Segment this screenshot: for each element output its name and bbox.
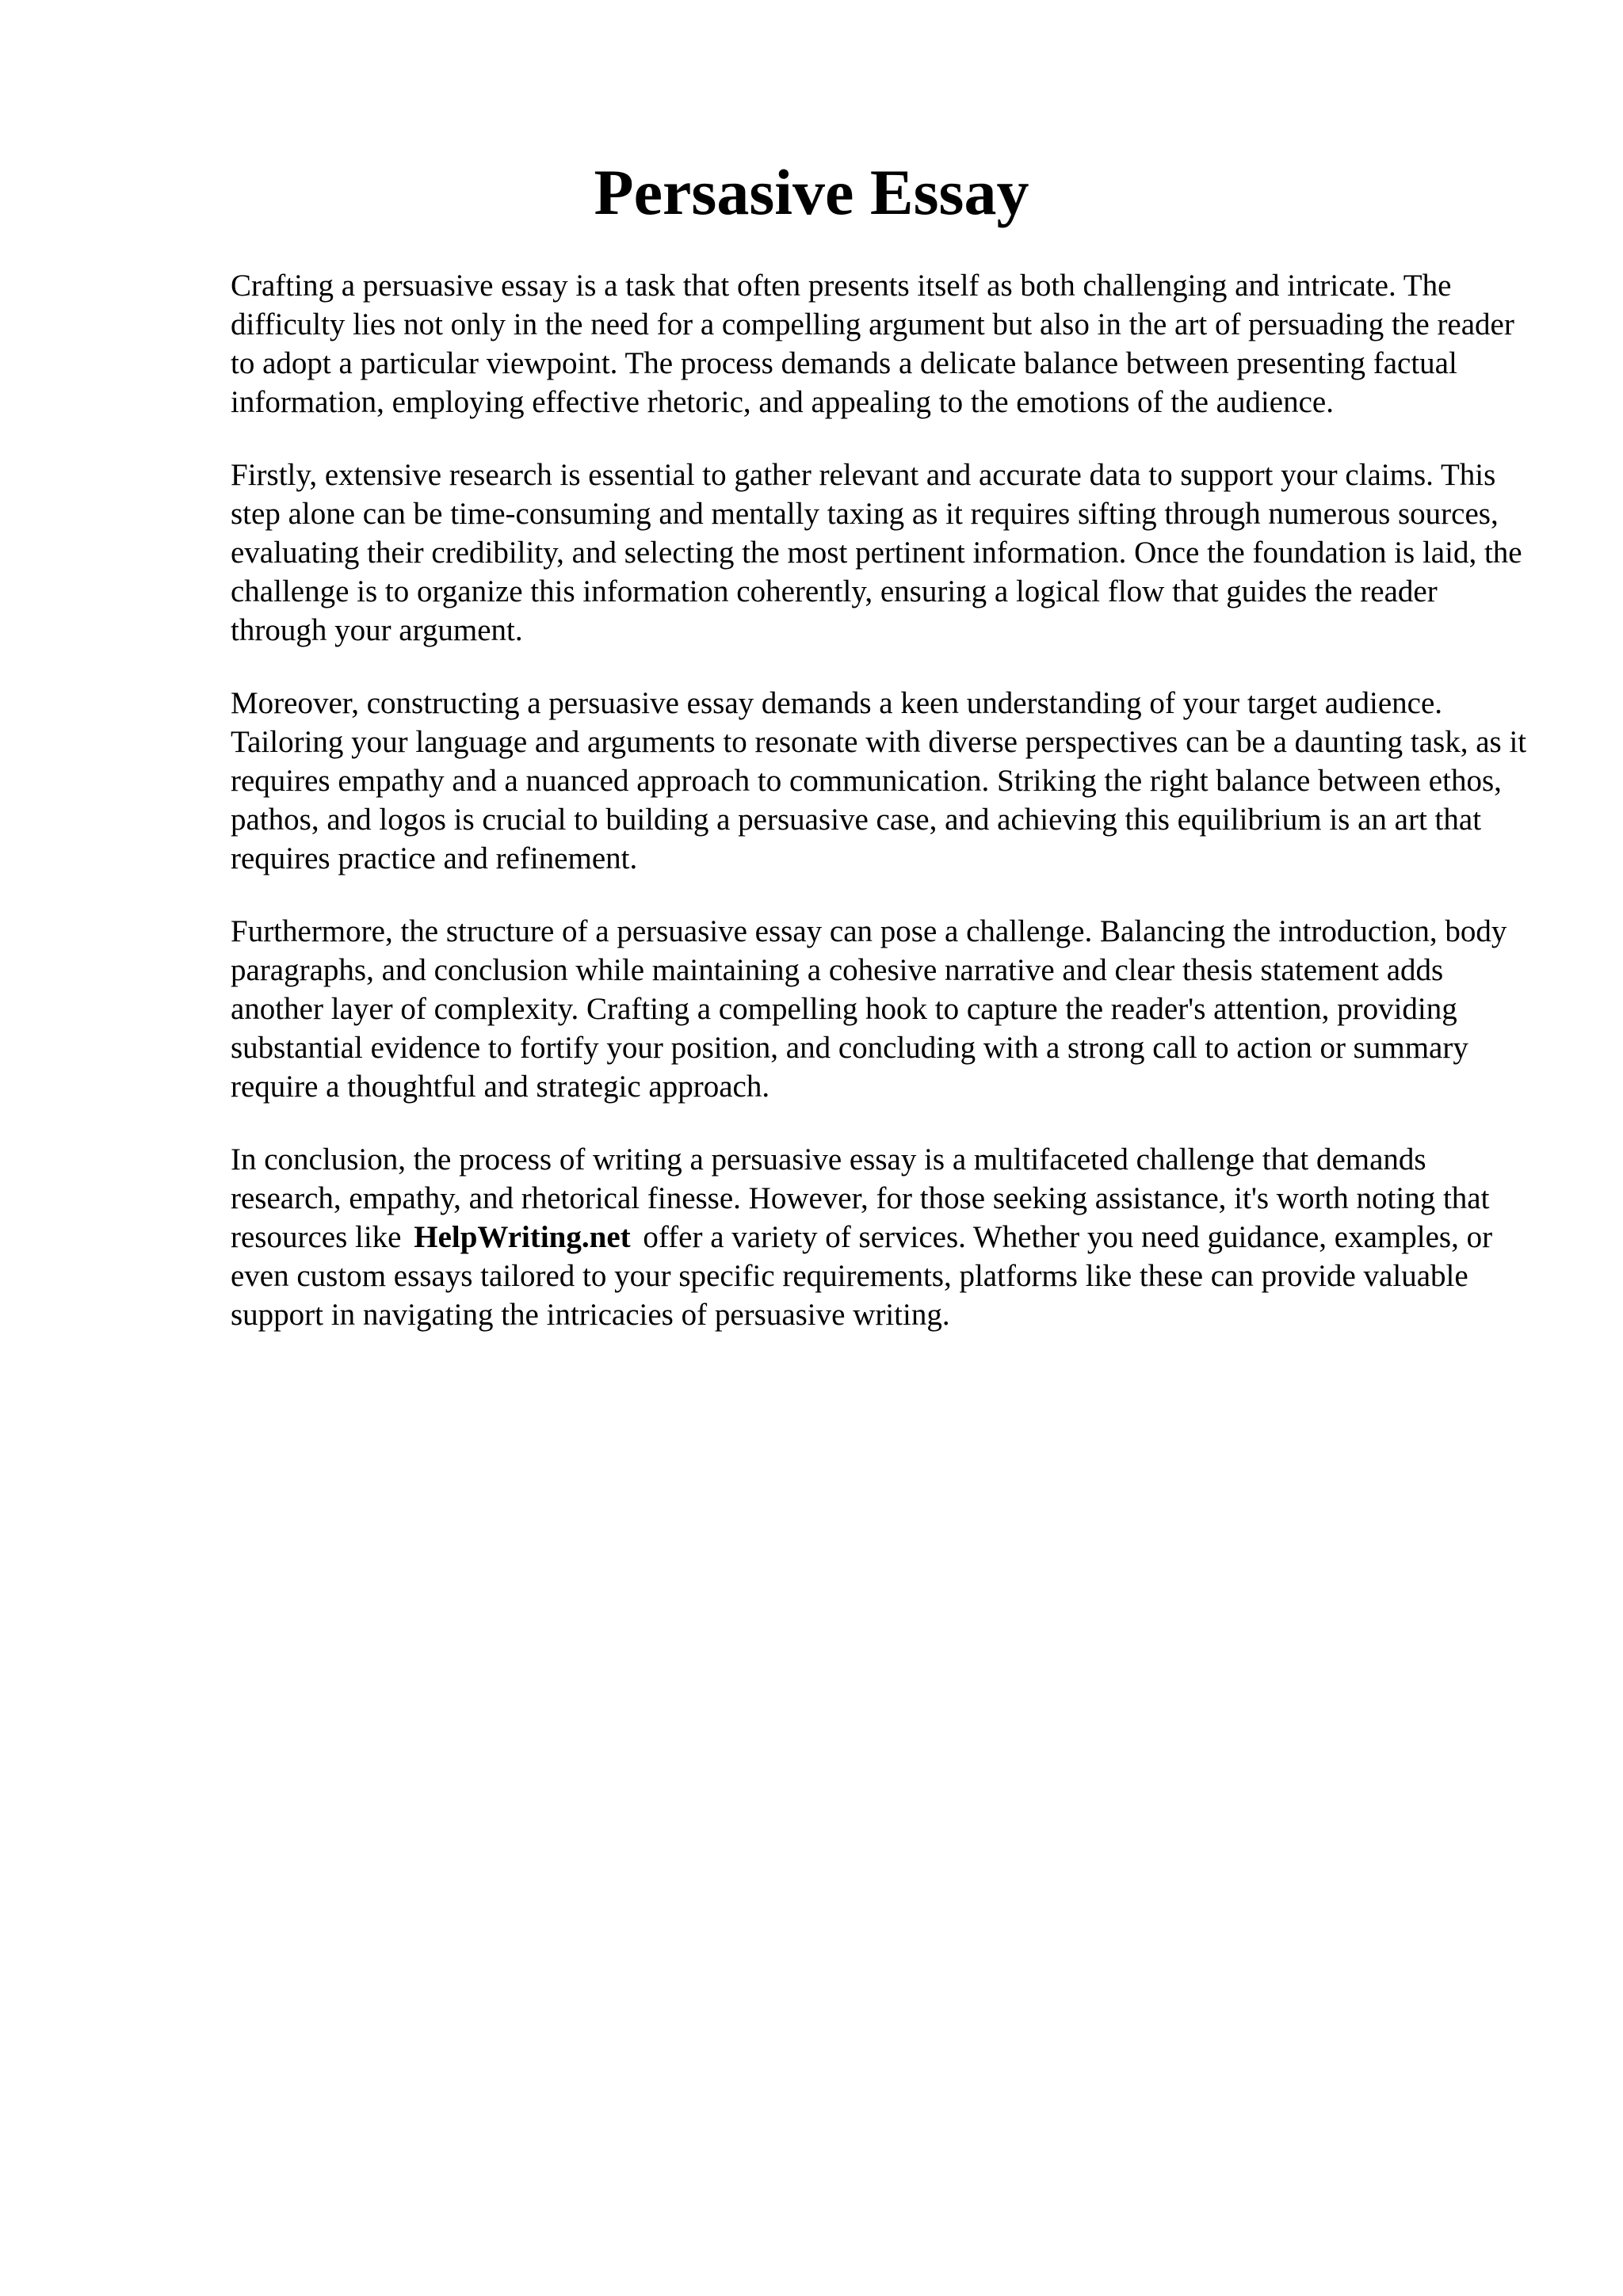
conclusion-text-before-link: In conclusion, the process of writing a persuasive essay is a multifaceted challenge that demands research, empathy, and rhetorical finesse. However, for those seeking assistance, it's worth noting that resources like [231,1142,1490,1254]
paragraph-intro: Crafting a persuasive essay is a task that often presents itself as both challenging and intricate. The difficulty lies not only in the need for a compelling argument but also in the art of persuading the reader to adopt a particular viewpoint. The process demands a delicate balance between presenting factual information, employing effective rhetoric, and appealing to the emotions of the audience. [231,269,1514,419]
document-body [231,266,1530,1368]
paragraph-structure: Furthermore, the structure of a persuasive essay can pose a challenge. Balancing the introduction, body paragraphs, and conclusion while maintaining a cohesive narrative and clear thesis statement adds another layer of complexity. Crafting a compelling hook to capture the reader's attention, providing substantial evidence to fortify your position, and concluding with a strong call to action or summary require a thoughtful and strategic approach. [231,914,1507,1104]
paragraph-conclusion [231,1140,1530,1334]
document-title: Persasive Essay [594,156,1029,228]
conclusion-text-after-link: offer a variety of services. Whether you need guidance, examples, or even custom essays tailored to your specific requirements, platforms like these can provide valuable support in navigating the intricacies of persuasive writing. [231,1220,1493,1332]
paragraph-audience: Moreover, constructing a persuasive essay demands a keen understanding of your target audience. Tailoring your language and arguments to resonate with diverse perspectives can be a daunting task, as it requires empathy and a nuanced approach to communication. Striking the right balance between ethos, pathos, and logos is crucial to building a persuasive case, and achieving this equilibrium is an art that requires practice and refinement. [231,686,1527,875]
helpwriting-link[interactable]: HelpWriting.net [414,1220,631,1254]
paragraph-research: Firstly, extensive research is essential to gather relevant and accurate data to support your claims. This step alone can be time-consuming and mentally taxing as it requires sifting through numerous sources, evaluating their credibility, and selecting the most pertinent information. Once the foundation is laid, the challenge is to organize this information coherently, ensuring a logical flow that guides the reader through your argument. [231,458,1522,647]
